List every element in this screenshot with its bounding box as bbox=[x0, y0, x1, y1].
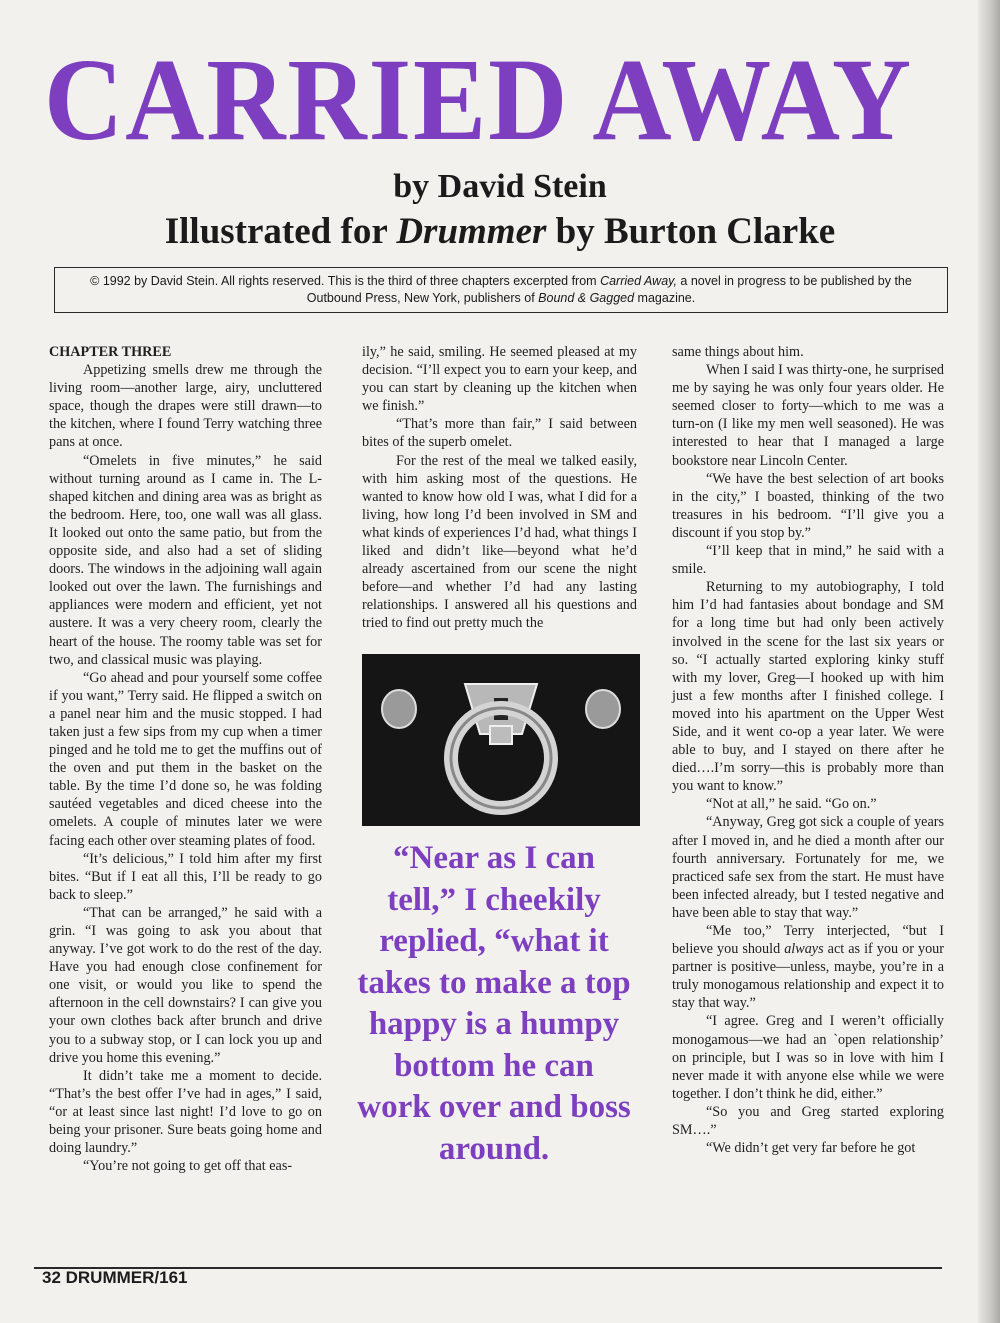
paragraph: “We have the best selection of art books in the city,” I boasted, thinking of the two treasures in his bedroom. “I’ll give you a discount if you stop by.” bbox=[672, 470, 944, 541]
paragraph: “I agree. Greg and I weren’t officially monogamous—we had an `open relationship’ on principle, but I was so in love with him I never made it with anyone else while we were together. I don’t think he did, either.” bbox=[672, 1013, 944, 1102]
door-ring-illustration bbox=[362, 654, 640, 826]
paragraph: “Omelets in five minutes,” he said without turning around as I came in. The L-shaped kitchen and dining area was as bright as the bedroom. Here, too, one wall was all glass. It looked out onto the same patio, but from the opposite side, and also had a set of sliding doors. The windows in the adjoining wall again looked out over the lawn. The furnishings and appliances were modern and efficient, yet not austere. It was a very cheery room, clearly the heart of the house. The roomy table was set for two, and classical music was playing. bbox=[49, 452, 322, 668]
paragraph: same things about him. bbox=[672, 344, 804, 360]
pull-quote: “Near as I can tell,” I cheekily replied, “what it takes to make a top happy is a humpy bottom he can work over and boss around. bbox=[357, 840, 631, 1167]
page-folio: 32 DRUMMER/161 bbox=[42, 1268, 188, 1287]
paragraph: “I’ll keep that in mind,” he said with a smile. bbox=[672, 543, 944, 578]
text-column-2 bbox=[362, 343, 637, 633]
paragraph: “You’re not going to get off that eas- bbox=[83, 1158, 293, 1175]
article-title: CARRIED AWAY bbox=[44, 34, 913, 165]
paragraph: For the rest of the meal we talked easily, with him asking most of the questions. He wanted to know how old I was, what I did for a living, how long I’d been involved in SM and what kinds of experiences I’d had, what things I liked and didn’t like—beyond what he’d already ascertained from our scene the night before—and whether I’d had any lasting relationships. I answered all his questions and tried to find out pretty much the bbox=[362, 452, 637, 632]
paragraph: Appetizing smells drew me through the living room—another large, airy, uncluttered space, though the drapes were still drawn—to the kitchen, where I found Terry watching three pans at once. bbox=[49, 362, 322, 451]
paragraph: “That can be arranged,” he said with a grin. “I was going to ask you about that anyway. I’ve got work to do the rest of the day. Have you had enough close confinement for one visit, or would you like to spend the afternoon in the cell downstairs? I can give you your own clothes back after brunch and drive you to a subway stop, or I can lock you up and drive you home this evening.” bbox=[49, 904, 322, 1066]
illustrator-credit: Illustrated for Drummer by Burton Clarke bbox=[164, 211, 836, 252]
paragraph: “Go ahead and pour yourself some coffee if you want,” Terry said. He flipped a switch on a panel near him and the music stopped. I had taken just a few sips from my cup when a timer pinged and he told me to get the muffins out of the oven and put them in the basket on the table. By the time I’d done so, he was folding sautéed vegetables and diced cheese into the omelets. A couple of minutes later we were facing each other over steaming plates of food. bbox=[49, 669, 322, 849]
paragraph: “Me too,” Terry interjected, “but I believe you should always act as if you or your partner is positive—unless, maybe, you’re in a truly monogamous relationship and expect it to stay that way.” bbox=[672, 923, 944, 1012]
text-column-3 bbox=[672, 343, 944, 1157]
paragraph: ily,” he said, smiling. He seemed pleased at my decision. “I’ll expect you to earn your keep, and you can start by cleaning up the kitchen when we finish.” bbox=[362, 344, 637, 415]
paragraph: “It’s delicious,” I told him after my first bites. “But if I eat all this, I’ll be ready to go back to sleep.” bbox=[49, 850, 322, 903]
author-byline: by David Stein bbox=[393, 168, 607, 205]
paragraph: “That’s more than fair,” I said between bites of the superb omelet. bbox=[362, 416, 637, 451]
copyright-notice: © 1992 by David Stein. All rights reserved. This is the third of three chapters excerpted from Carried Away, a novel in progress to be published by the Outbound Press, New York, publishers of Bound & Gagged magazine. bbox=[54, 267, 948, 313]
paragraph: When I said I was thirty-one, he surprised me by saying he was only four years older. He seemed closer to forty—which to me was a turn-on (I like my men well seasoned). He was interested to hear that I managed a large bookstore near Lincoln Center. bbox=[672, 362, 944, 469]
paragraph: “We didn’t get very far before he got bbox=[706, 1140, 916, 1157]
paragraph: Returning to my autobiography, I told him I’d had fantasies about bondage and SM for a long time but had only been actively involved in the scene for the last six years or so. “I actually started exploring kinky stuff with my lover, Greg—I hooked up with him just a few months after I finished college. I moved into his apartment on the Upper West Side, and it went co-op a year later. We were able to buy, and I stayed on there after he died….I’m sorry—this is probably more than you want to know.” bbox=[672, 579, 944, 795]
paragraph: “Anyway, Greg got sick a couple of years after I moved in, and he died a month after our fourth anniversary. Fortunately for me, we practiced safe sex from the start. He must have been infected already, but I tested negative and have been able to stay that way.” bbox=[672, 814, 944, 921]
chapter-heading: CHAPTER THREE bbox=[49, 344, 172, 360]
text-column-1 bbox=[49, 343, 322, 1175]
paragraph: It didn’t take me a moment to decide. “That’s the best offer I’ve had in ages,” I said, “or at least since last night! I’d love to go on being your prisoner. Sure beats going home and doing laundry.” bbox=[49, 1067, 322, 1157]
paragraph: “Not at all,” he said. “Go on.” bbox=[706, 796, 877, 813]
paragraph: “So you and Greg started exploring SM….” bbox=[672, 1103, 944, 1139]
